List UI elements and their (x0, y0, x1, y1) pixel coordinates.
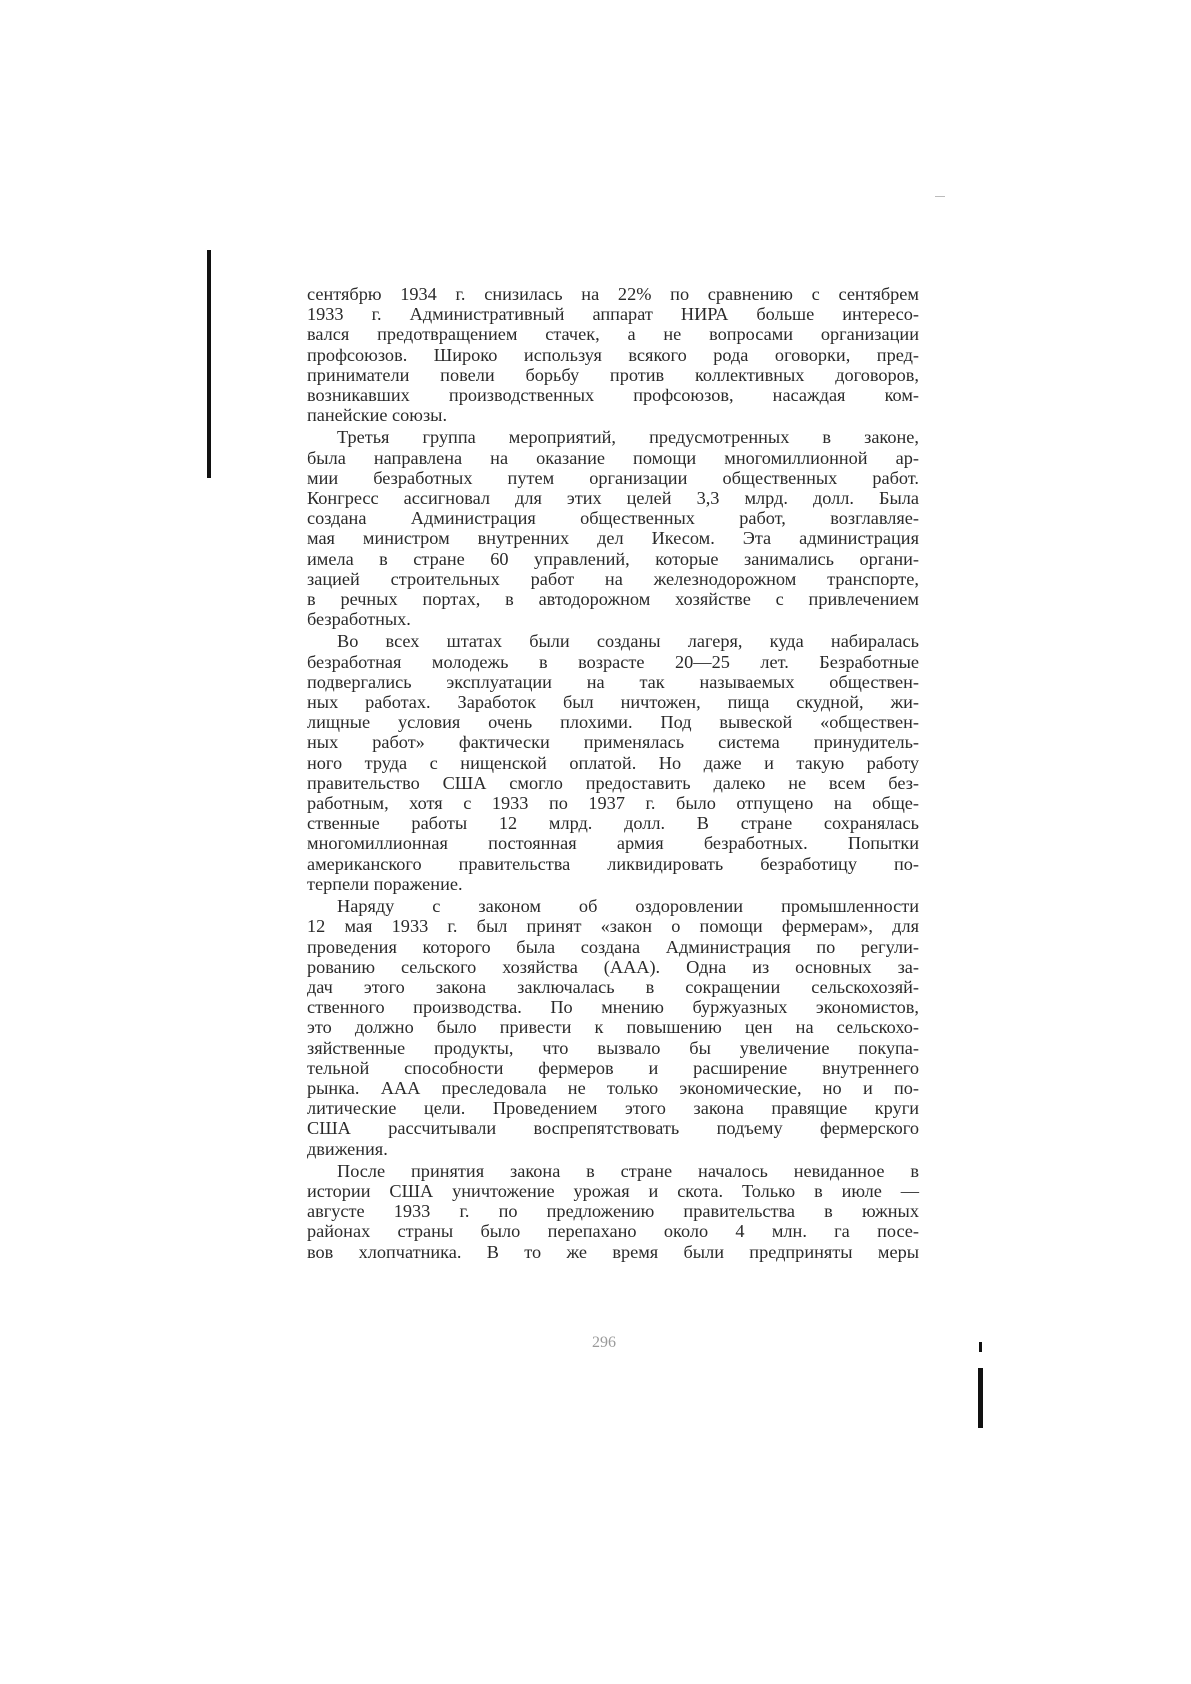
paragraph (307, 427, 919, 629)
text-line: профсоюзов. Широко используя всякого рода оговорки, пред- (307, 344, 919, 365)
text-line: ных работ» фактически применялась система принудитель- (307, 732, 919, 753)
text-line: 1933 г. Административный аппарат НИРА больше интересо- (307, 304, 919, 325)
scan-margin-mark-top (935, 196, 945, 197)
text-line: безработная молодежь в возрасте 20—25 лет. Безработные (307, 651, 919, 672)
text-line: движения. (307, 1138, 388, 1159)
text-line: ного труда с нищенской оплатой. Но даже и такую работу (307, 752, 919, 773)
page-number: 296 (592, 1334, 616, 1351)
text-line: Конгресс ассигновал для этих целей 3,3 млрд. долл. Была (307, 488, 919, 509)
text-line: правительство США смогло предоставить далеко не всем без- (307, 772, 919, 793)
text-line: истории США уничтожение урожая и скота. Только в июле — (307, 1180, 919, 1201)
scan-margin-mark-right (978, 1368, 983, 1428)
text-line: 12 мая 1933 г. был принят «закон о помощи фермерам», для (307, 916, 919, 937)
text-line: После принятия закона в стране началось невиданное в (337, 1160, 919, 1181)
text-line: создана Администрация общественных работ, возглавляе- (307, 508, 919, 529)
text-line: это должно было привести к повышению цен на сельскохо- (307, 1017, 919, 1038)
text-line: зацией строительных работ на железнодорожном транспорте, (307, 568, 919, 589)
text-line: мая министром внутренних дел Икесом. Эта администрация (307, 528, 919, 549)
text-line: была направлена на оказание помощи многомиллионной ар- (307, 447, 919, 468)
text-line: мии безработных путем организации общественных работ. (307, 467, 919, 488)
text-line: терпели поражение. (307, 873, 463, 894)
text-line: вов хлопчатника. В то же время были предприняты меры (307, 1241, 919, 1262)
text-line: подвергались эксплуатации на так называемых обществен- (307, 671, 919, 692)
text-line: США рассчитывали воспрепятствовать подъему фермерского (307, 1118, 919, 1139)
text-line: рованию сельского хозяйства (ААА). Одна из основных за- (307, 956, 919, 977)
text-line: панейские союзы. (307, 405, 448, 426)
paragraph (307, 631, 919, 894)
paragraph (307, 896, 919, 1159)
text-line: имела в стране 60 управлений, которые занимались органи- (307, 548, 919, 569)
scan-margin-mark-left (207, 250, 211, 478)
text-line: сентябрю 1934 г. снизилась на 22% по сравнению с сентябрем (307, 284, 919, 304)
body-text (307, 284, 919, 1262)
text-line: зяйственные продукты, что вызвало бы увеличение покупа- (307, 1037, 919, 1058)
text-line: Третья группа мероприятий, предусмотренных в законе, (337, 427, 919, 448)
text-line: Во всех штатах были созданы лагеря, куда набиралась (337, 631, 919, 652)
text-line: в речных портах, в автодорожном хозяйстве с привлечением (307, 589, 919, 610)
scan-margin-mark-right-dot (979, 1342, 982, 1352)
text-line: Наряду с законом об оздоровлении промышленности (337, 896, 919, 917)
text-line: ственные работы 12 млрд. долл. В стране сохранялась (307, 813, 919, 834)
text-line: приниматели повели борьбу против коллективных договоров, (307, 364, 919, 385)
text-line: дач этого закона заключалась в сокращении сельскохозяй- (307, 976, 919, 997)
text-line: августе 1933 г. по предложению правительства в южных (307, 1201, 919, 1222)
text-line: тельной способности фермеров и расширение внутреннего (307, 1057, 919, 1078)
text-line: рынка. ААА преследовала не только экономические, но и по- (307, 1077, 919, 1098)
text-line: районах страны было перепахано около 4 млн. га посе- (307, 1221, 919, 1242)
paragraph (307, 1161, 919, 1262)
text-line: литические цели. Проведением этого закона правящие круги (307, 1098, 919, 1119)
text-line: ственного производства. По мнению буржуазных экономистов, (307, 997, 919, 1018)
text-line: возникавших производственных профсоюзов, насаждая ком- (307, 385, 919, 406)
text-line: многомиллионная постоянная армия безработных. Попытки (307, 833, 919, 854)
text-line: американского правительства ликвидировать безработицу по- (307, 853, 919, 874)
text-line: безработных. (307, 609, 411, 630)
text-line: проведения которого была создана Администрация по регули- (307, 936, 919, 957)
text-line: вался предотвращением стачек, а не вопросами организации (307, 324, 919, 345)
text-line: ных работах. Заработок был ничтожен, пища скудной, жи- (307, 692, 919, 713)
text-line: лищные условия очень плохими. Под вывеской «обществен- (307, 712, 919, 733)
text-line: работным, хотя с 1933 по 1937 г. было отпущено на обще- (307, 793, 919, 814)
paragraph (307, 284, 919, 425)
